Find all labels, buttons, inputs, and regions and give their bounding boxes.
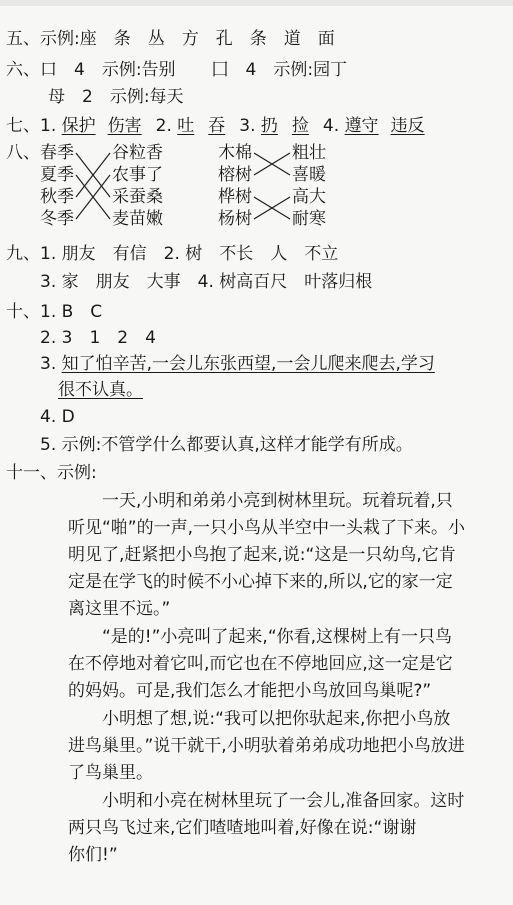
season-item: 夏季 [40,165,74,185]
essay-line: “是的!”小亮叫了起来,“你看,这棵树上有一只鸟 [102,627,453,647]
section-9-text2: 3. 家 朋友 大事 4. 树高百尺 叶落归根 [40,272,373,292]
essay-line: 在不停地对着它叫,而它也在不停地回应,这一定是它 [68,654,453,674]
trait-item: 粗壮 [292,143,326,163]
item-number: 4. [322,116,340,136]
tree-item: 榕树 [218,165,252,185]
trait-item: 耐寒 [292,209,326,229]
section-10-a3 [40,353,435,375]
section-6-label: 六、 [6,60,40,80]
section-6-line1a: 口 4 示例:告别 [40,60,176,80]
section-6-line2-text: 母 2 示例:每天 [48,87,184,107]
essay-line: 小明和小亮在树林里玩了一会儿,准备回家。这时 [102,791,465,811]
antonym-word: 违反 [390,116,425,136]
answer-3-line1: 知了怕辛苦,一会儿东张西望,一会儿爬来爬去,学习 [61,354,435,374]
antonym-word: 扔 [260,116,278,136]
item-number: 2. [155,116,172,136]
item-number: 3. [239,116,256,136]
section-5-text: 示例:座 条 丛 方 孔 条 道 面 [40,29,335,49]
essay-line: 进鸟巢里。”说干就干,小明驮着弟弟成功地把小鸟放进 [68,736,465,756]
phrase-item: 采蚕桑 [112,187,163,207]
answer-3-number: 3. [40,354,57,374]
section-9-line1 [6,243,338,265]
season-item: 春季 [40,143,74,163]
essay-line: 你们!” [68,845,118,865]
antonym-word: 伤害 [107,116,142,136]
antonym-word: 保护 [61,116,96,136]
section-9-line2 [40,271,372,293]
section-10-a1 [6,301,102,323]
section-8-label: 八、 [6,143,40,163]
trait-item: 高大 [292,187,326,207]
tree-item: 桦树 [218,187,252,207]
section-11-label: 十一、 [6,463,57,483]
trait-item: 喜暖 [292,165,326,185]
item-number: 1. [40,116,57,136]
section-10-a5: 5. 示例:不管学什么都要认真,这样才能学有所成。 [40,435,413,455]
essay-line: 小明想了想,说:“我可以把你驮起来,你把小鸟放 [102,709,451,729]
section-10-label: 十、 [6,302,40,322]
essay-line: 两只鸟飞过来,它们喳喳地叫着,好像在说:“谢谢 [68,818,417,838]
essay-line: 一天,小明和弟弟小亮到树林里玩。玩着玩着,只 [102,491,453,511]
tree-item: 木棉 [218,143,252,163]
essay-line: 离这里不远。” [68,599,171,619]
section-10-a4: 4. D [40,407,75,427]
phrase-item: 农事了 [112,165,163,185]
essay-line: 的妈妈。可是,我们怎么才能把小鸟放回鸟巢呢?” [68,681,432,701]
section-6-line1b: 囗 4 示例:园丁 [211,60,348,80]
section-10-a2: 2. 3 1 2 4 [40,328,156,348]
essay-line: 听见“啪”的一声,一只小鸟从半空中一头栽了下来。小 [68,518,466,538]
section-10-a3-cont [58,379,143,401]
phrase-item: 谷粒香 [112,143,163,163]
antonym-word: 吐 [177,116,195,136]
section-11-intro: 示例: [57,463,97,483]
season-item: 秋季 [40,187,74,207]
answer-3-line2: 很不认真。 [58,380,143,400]
section-7-label: 七、 [6,116,40,136]
essay-line: 明见了,赶紧把小鸟抱了起来,说:“这是一只幼鸟,它肯 [68,545,456,565]
antonym-word: 捡 [291,116,309,136]
essay-line: 定是在学飞的时候不小心掉下来的,所以,它的家一定 [68,572,453,592]
antonym-word: 吞 [208,116,226,136]
section-9-label: 九、 [6,244,40,264]
tree-item: 杨树 [218,209,252,229]
section-11-header [6,462,97,484]
section-5-label: 五、 [6,29,40,49]
answer-1: 1. B C [40,302,103,322]
essay-line: 了鸟巢里。 [68,763,153,783]
antonym-word: 遵守 [344,116,379,136]
section-9-text1: 1. 朋友 有信 2. 树 不长 人 不立 [40,244,339,264]
season-item: 冬季 [40,209,74,229]
phrase-item: 麦苗嫩 [112,209,163,229]
